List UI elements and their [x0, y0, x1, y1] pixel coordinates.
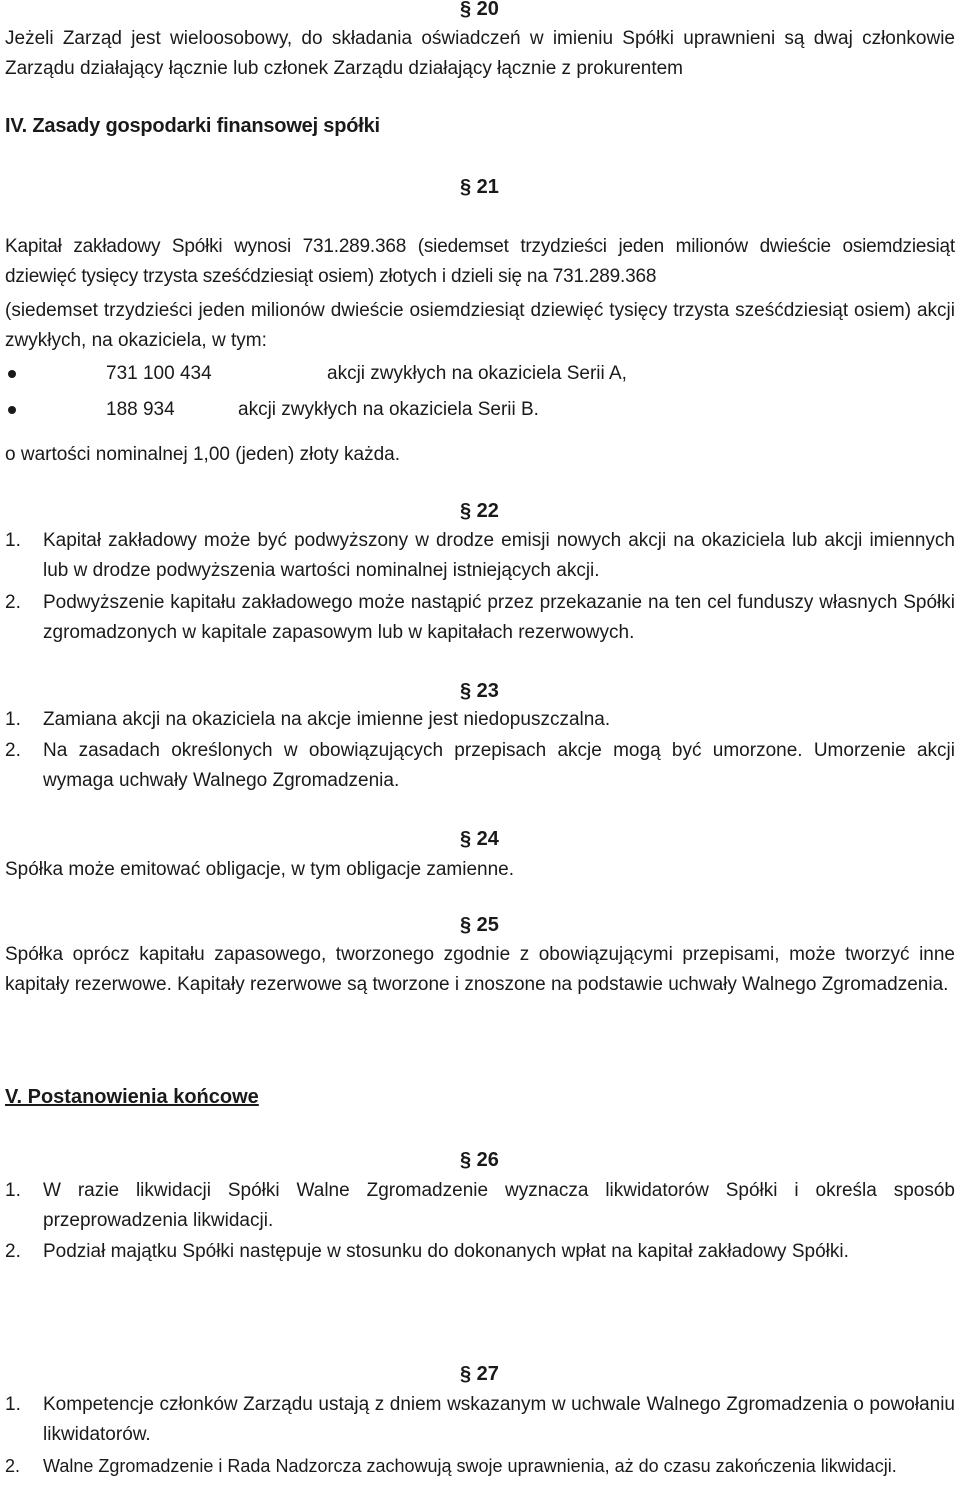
- item-text: Kapitał zakładowy może być podwyższony w drodze emisji nowych akcji na okaziciela lub akcji imiennych lub w drodze podwyższenia wartości nominalnej istniejących akcji.: [43, 530, 955, 581]
- section-20-number: § 20: [460, 0, 499, 20]
- item-text: Walne Zgromadzenie i Rada Nadzorcza zachowują swoje uprawnienia, aż do czasu zakończenia likwidacji.: [43, 1456, 897, 1476]
- item-text: Kompetencje członków Zarządu ustają z dniem wskazanym w uchwale Walnego Zgromadzenia o powołaniu likwidatorów.: [43, 1394, 955, 1445]
- section-21-footer: o wartości nominalnej 1,00 (jeden) złoty każda.: [5, 444, 400, 465]
- item-number: 1.: [5, 1394, 21, 1415]
- item-text: W razie likwidacji Spółki Walne Zgromadzenie wyznacza likwidatorów Spółki i określa sposób przeprowadzenia likwidacji.: [43, 1180, 955, 1231]
- chapter-4-heading: IV. Zasady gospodarki finansowej spółki: [5, 115, 380, 137]
- section-26-item-1: [5, 1176, 955, 1236]
- bullet-icon: [8, 370, 16, 378]
- section-21-text-b: (siedemset trzydzieści jeden milionów dwieście osiemdziesiąt dziewięć tysięcy trzysta sześćdziesiąt osiem) akcji zwykłych, na okaziciela, w tym:: [5, 300, 955, 351]
- section-20-text: Jeżeli Zarząd jest wieloosobowy, do składania oświadczeń w imieniu Spółki uprawnieni są dwaj członkowie Zarządu działający łącznie lub członek Zarządu działający łącznie z prokurentem: [5, 28, 955, 79]
- section-23-number: § 23: [460, 680, 499, 702]
- section-26-number: § 26: [460, 1149, 499, 1171]
- section-24-number: § 24: [460, 828, 499, 850]
- item-text: Podwyższenie kapitału zakładowego może nastąpić przez przekazanie na ten cel funduszy własnych Spółki zgromadzonych w kapitale zapasowym lub w kapitałach rezerwowych.: [43, 592, 955, 643]
- section-23-item-2: [5, 736, 955, 796]
- share-series-a-row: [5, 359, 955, 389]
- section-25-number: § 25: [460, 914, 499, 936]
- share-label-a: akcji zwykłych na okaziciela Serii A,: [327, 363, 627, 384]
- item-text: Podział majątku Spółki następuje w stosunku do dokonanych wpłat na kapitał zakładowy Spółki.: [43, 1241, 849, 1262]
- chapter-5-heading: V. Postanowienia końcowe: [5, 1086, 259, 1108]
- item-number: 1.: [5, 709, 21, 730]
- item-number: 1.: [5, 530, 21, 551]
- section-22-item-2: [5, 588, 955, 648]
- item-number: 1.: [5, 1180, 21, 1201]
- item-number: 2.: [5, 592, 21, 613]
- section-27-item-2: [5, 1451, 955, 1481]
- share-series-b-row: [5, 395, 955, 425]
- share-label-b: akcji zwykłych na okaziciela Serii B.: [238, 399, 539, 420]
- section-24-text: Spółka może emitować obligacje, w tym obligacje zamienne.: [5, 859, 515, 880]
- section-23-item-1: [5, 705, 955, 735]
- section-27-item-1: [5, 1390, 955, 1450]
- bullet-icon: [8, 406, 16, 414]
- item-number: 2.: [5, 1241, 21, 1262]
- section-21-number: § 21: [460, 176, 499, 198]
- item-number: 2.: [5, 1456, 21, 1476]
- share-count-a: 731 100 434: [106, 363, 212, 384]
- item-text: Zamiana akcji na okaziciela na akcje imienne jest niedopuszczalna.: [43, 709, 611, 730]
- share-count-b: 188 934: [106, 399, 175, 420]
- item-text: Na zasadach określonych w obowiązujących przepisach akcje mogą być umorzone. Umorzenie akcji wymaga uchwały Walnego Zgromadzenia.: [43, 740, 955, 791]
- section-22-number: § 22: [460, 500, 499, 522]
- section-22-item-1: [5, 526, 955, 586]
- section-25-text: Spółka oprócz kapitału zapasowego, tworzonego zgodnie z obowiązującymi przepisami, może tworzyć inne kapitały rezerwowe. Kapitały rezerwowe są tworzone i znoszone na podstawie uchwały Walnego Zgromadzenia.: [5, 944, 955, 995]
- item-number: 2.: [5, 740, 21, 761]
- section-26-item-2: [5, 1237, 955, 1267]
- section-21-text-a: Kapitał zakładowy Spółki wynosi 731.289.368 (siedemset trzydzieści jeden milionów dwieście osiemdziesiąt dziewięć tysięcy trzysta sześćdziesiąt osiem) złotych i dzieli się na 731.289.368: [5, 236, 955, 287]
- section-27-number: § 27: [460, 1363, 499, 1385]
